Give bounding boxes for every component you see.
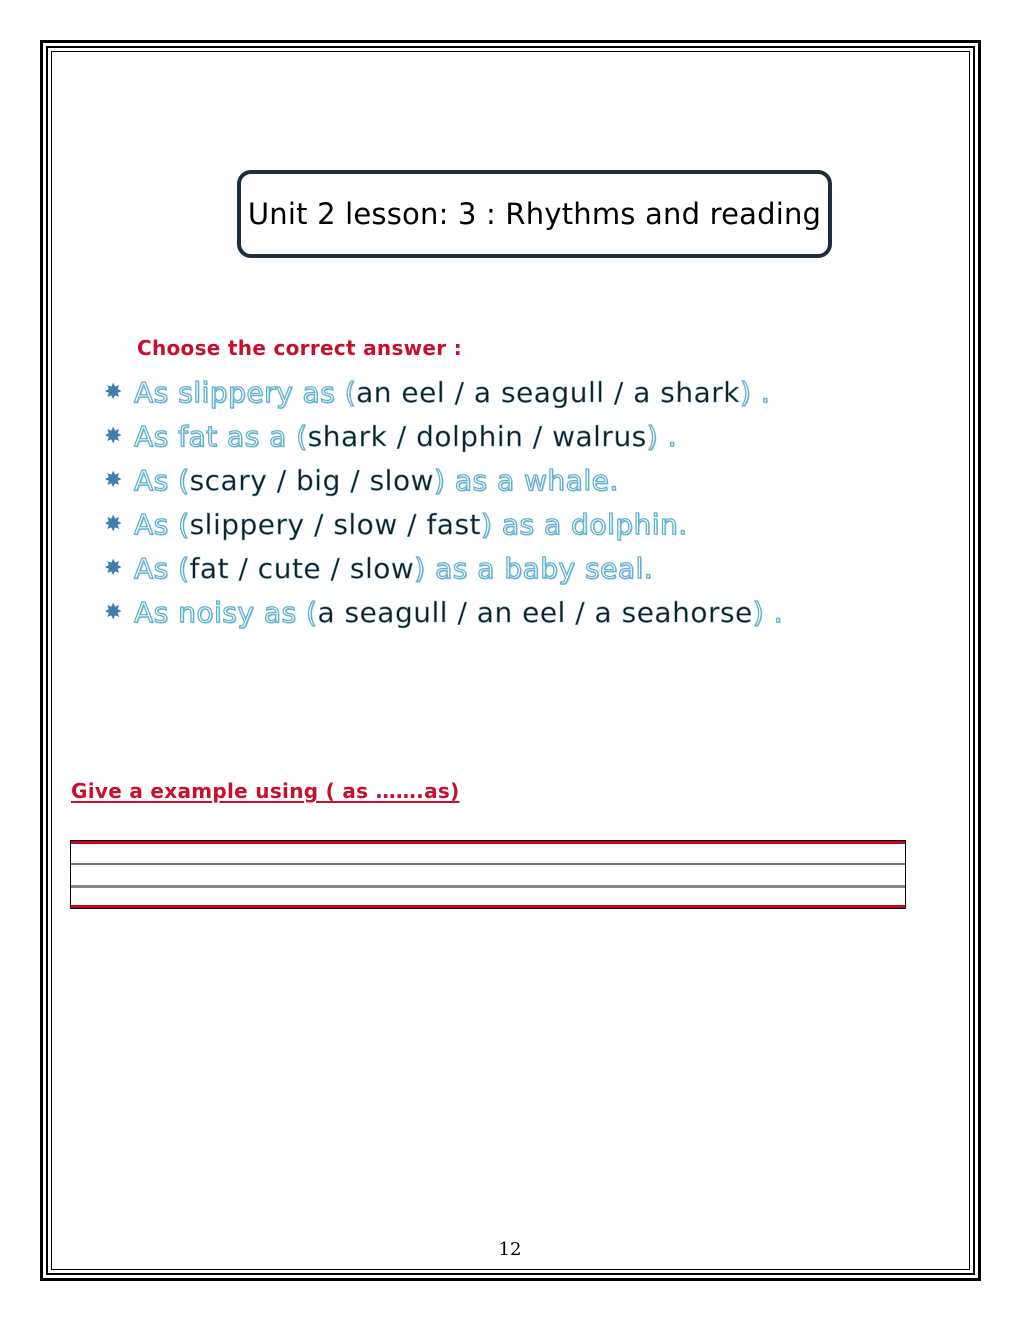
item-stem: As ( (134, 463, 190, 497)
item-stem: As ( (134, 507, 190, 541)
item-end: ) as a dolphin. (481, 507, 688, 541)
instruction-heading: Choose the correct answer : (137, 336, 463, 360)
star-burst-icon: ✸ (104, 599, 123, 625)
item-choices: an eel / a seagull / a shark (356, 375, 741, 409)
list-item (104, 590, 783, 634)
item-end: ) . (740, 375, 771, 409)
item-choices: scary / big / slow (189, 463, 434, 497)
list-item (104, 414, 783, 458)
item-end: ) . (646, 419, 678, 453)
list-item (104, 502, 783, 546)
item-end: ) . (752, 595, 784, 629)
item-choices: shark / dolphin / walrus (307, 419, 647, 453)
item-stem: As ( (134, 551, 190, 585)
star-burst-icon: ✸ (104, 511, 123, 537)
writing-line-top (71, 841, 905, 844)
item-end: ) as a whale. (434, 463, 619, 497)
page-title: Unit 2 lesson: 3 : Rhythms and reading (247, 197, 822, 231)
example-heading: Give a example using ( as …….as) (71, 779, 460, 803)
star-burst-icon: ✸ (104, 555, 123, 581)
list-item (104, 370, 783, 414)
writing-line-base (71, 885, 905, 888)
item-stem: As noisy as ( (134, 595, 318, 629)
item-stem: As fat as a ( (134, 419, 308, 453)
star-burst-icon: ✸ (104, 467, 123, 493)
writing-line-middle (71, 863, 905, 865)
item-choices: a seagull / an eel / a seahorse (317, 595, 753, 629)
choice-list (104, 370, 783, 634)
star-burst-icon: ✸ (104, 379, 123, 405)
item-stem: As slippery as ( (134, 375, 357, 409)
title-box (237, 170, 832, 258)
item-end: ) as a baby seal. (414, 551, 654, 585)
item-choices: slippery / slow / fast (189, 507, 482, 541)
list-item (104, 546, 783, 590)
page-number: 12 (498, 1239, 522, 1260)
list-item (104, 458, 783, 502)
writing-line-bottom (71, 905, 905, 908)
writing-lines[interactable] (70, 840, 906, 909)
star-burst-icon: ✸ (104, 423, 123, 449)
item-choices: fat / cute / slow (189, 551, 415, 585)
